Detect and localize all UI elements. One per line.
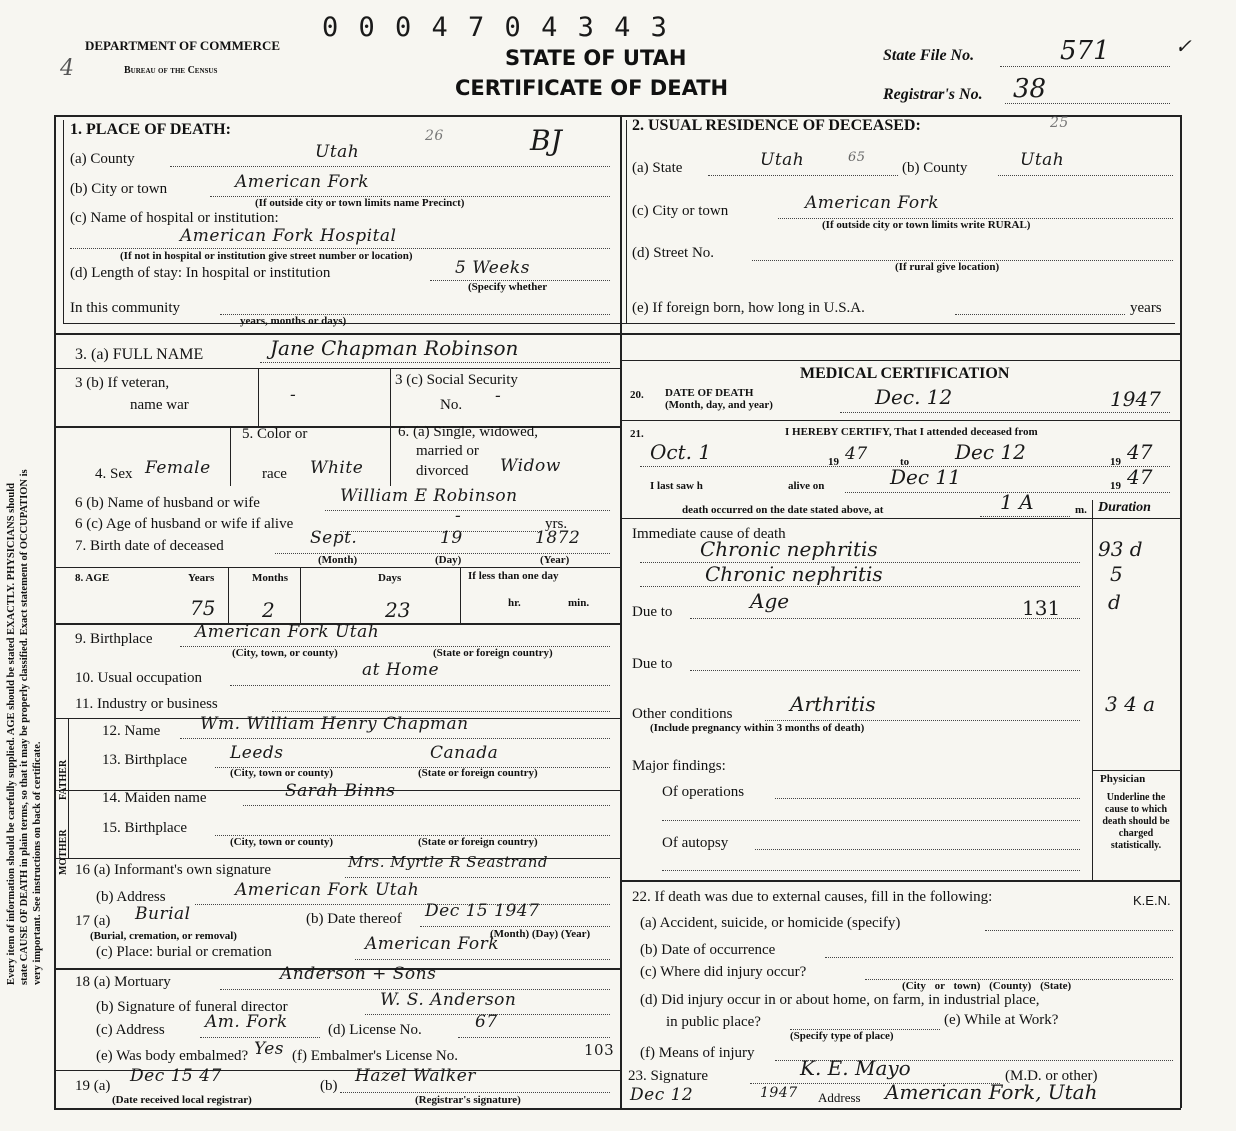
days-label: Days: [378, 572, 402, 584]
duration-1: 93 d: [1098, 537, 1143, 561]
director-label: (b) Signature of funeral director: [96, 999, 288, 1015]
county-value: Utah: [315, 142, 360, 162]
burial-date-value: Dec 15 1947: [425, 901, 540, 921]
side-note-1: Every item of information should be carefully supplied. AGE should be stated EXACTLY. PHYSICIANS should: [6, 483, 17, 985]
birthplace-label: 9. Birthplace: [75, 631, 153, 647]
accident-label: (a) Accident, suicide, or homicide (specify): [640, 915, 901, 931]
community-label: In this community: [70, 300, 180, 316]
father-side-label: FATHER: [58, 759, 69, 800]
occupation-label: 10. Usual occupation: [75, 670, 203, 686]
birthplace-note-2: (State or foreign country): [433, 647, 553, 659]
state-title: STATE OF UTAH: [505, 46, 687, 70]
ops-label: Of operations: [662, 784, 745, 800]
cert-address-value: American Fork, Utah: [885, 1080, 1098, 1104]
age-months: 2: [262, 598, 275, 622]
public-label: in public place?: [666, 1014, 761, 1030]
marital-label-3: divorced: [416, 463, 469, 479]
hospital-label: (c) Name of hospital or institution:: [70, 210, 279, 226]
mother-side-label: MOTHER: [58, 829, 69, 875]
spouse-value: William E Robinson: [340, 486, 518, 506]
embalmer-label: (f) Embalmer's License No.: [292, 1048, 458, 1064]
sex-value: Female: [145, 458, 211, 478]
mortuary-label: 18 (a) Mortuary: [75, 974, 171, 990]
marital-label-1: 6. (a) Single, widowed,: [398, 424, 538, 440]
certify-text: I HEREBY CERTIFY, That I attended deceased from: [785, 426, 1038, 438]
immediate-label: Immediate cause of death: [632, 526, 786, 542]
death-date-value: Dec. 12: [875, 385, 953, 409]
public-note: (Specify type of place): [790, 1030, 894, 1042]
day-note: (Day): [435, 554, 462, 566]
external-title: 22. If death was due to external causes, fill in the following:: [632, 889, 993, 905]
num-21: 21.: [630, 428, 644, 440]
mortuary-address-label: (c) Address: [96, 1022, 165, 1038]
serial-number: 0 0 0 4 7 0 4 3 4 3: [322, 12, 669, 43]
age-label: 8. AGE: [75, 572, 110, 584]
community-note: years, months or days): [240, 315, 347, 327]
res-street-note: (If rural give location): [895, 261, 1000, 273]
birth-day: 19: [440, 528, 463, 548]
burial-note: (Burial, cremation, or removal): [90, 930, 237, 942]
death-date-note: (Month, day, and year): [665, 399, 773, 411]
birthplace-value: American Fork Utah: [195, 622, 380, 642]
attended-from-value: Oct. 1: [650, 440, 712, 464]
occurred-value: 1 A: [1000, 490, 1034, 514]
res-street-label: (d) Street No.: [632, 245, 715, 261]
ssn-value: -: [495, 386, 502, 406]
birth-year: 1872: [535, 528, 581, 548]
registrar-sig-value: Hazel Walker: [355, 1066, 476, 1086]
state-file-value: 571: [1060, 36, 1110, 66]
certificate-title: CERTIFICATE OF DEATH: [455, 76, 729, 100]
res-county-value: Utah: [1020, 150, 1065, 170]
spouse-age-value: -: [455, 506, 462, 526]
full-name-label: 3. (a) FULL NAME: [75, 346, 204, 363]
from-year-prefix: 19: [828, 456, 839, 468]
spouse-age-unit: yrs.: [545, 516, 568, 532]
city-value: American Fork: [235, 172, 370, 192]
autopsy-label: Of autopsy: [662, 835, 729, 851]
other-label: Other conditions: [632, 706, 733, 722]
ssn-sub: No.: [440, 397, 463, 413]
means-label: (f) Means of injury: [640, 1045, 755, 1061]
hr-label: hr.: [508, 597, 521, 609]
burial-place-value: American Fork: [365, 934, 500, 954]
sex-label: 4. Sex: [95, 466, 133, 482]
res-city-note: (If outside city or town limits write RURAL): [822, 219, 1031, 231]
father-note-city: (City, town or county): [230, 767, 334, 779]
veteran-value: -: [290, 385, 297, 405]
duration-2: 5: [1110, 562, 1123, 586]
major-label: Major findings:: [632, 758, 726, 774]
less-label: If less than one day: [468, 570, 559, 582]
father-birth-label: 13. Birthplace: [102, 752, 187, 768]
father-note-state: (State or foreign country): [418, 767, 538, 779]
informant-sig-value: Mrs. Myrtle R Seastrand: [348, 853, 548, 871]
side-note-2: state CAUSE OF DEATH in plain terms, so that it may be properly classified. Exact statement of OCCUPATION is: [19, 469, 30, 985]
physician-title: Physician: [1100, 773, 1146, 785]
age-years: 75: [190, 596, 216, 620]
other-note: (Include pregnancy within 3 months of death): [650, 722, 865, 734]
registrar-label: Registrar's No.: [883, 86, 983, 103]
full-name-value: Jane Chapman Robinson: [270, 336, 519, 360]
received-note: (Date received local registrar): [112, 1094, 252, 1106]
due-to-label: Due to: [632, 604, 673, 620]
marital-value: Widow: [500, 456, 561, 476]
received-num: 19 (a): [75, 1078, 111, 1094]
veteran-label: 3 (b) If veteran,: [75, 375, 170, 391]
res-state-value: Utah: [760, 150, 805, 170]
cause-2: Chronic nephritis: [705, 562, 883, 586]
due-to-value: Age: [750, 589, 790, 613]
where-note: (City or town) (County) (State): [902, 980, 1072, 992]
res-foreign-suffix: years: [1130, 300, 1162, 316]
death-date-num: 20.: [630, 389, 644, 401]
cert-date-value: Dec 12: [630, 1085, 694, 1105]
father-country-value: Canada: [430, 743, 499, 763]
last-saw-mid: alive on: [788, 480, 825, 492]
residence-title: 2. USUAL RESIDENCE OF DECEASED:: [632, 117, 921, 134]
signature-label: 23. Signature: [628, 1068, 708, 1084]
industry-label: 11. Industry or business: [75, 696, 218, 712]
duration-label: Duration: [1098, 500, 1151, 515]
occurred-label: death occurred on the date stated above, at: [682, 504, 884, 516]
work-label: (e) While at Work?: [944, 1012, 1059, 1028]
occurrence-label: (b) Date of occurrence: [640, 942, 776, 958]
father-name-value: Wm. William Henry Chapman: [200, 714, 469, 734]
month-note: (Month): [318, 554, 358, 566]
last-saw-value: Dec 11: [890, 465, 961, 489]
race-value: White: [310, 458, 364, 478]
burial-place-label: (c) Place: burial or cremation: [96, 944, 272, 960]
to-year: 47: [1127, 440, 1153, 464]
race-label: race: [262, 466, 287, 482]
embalmed-label: (e) Was body embalmed?: [96, 1048, 249, 1064]
year-note: (Year): [540, 554, 570, 566]
physician-note: Underline the cause to which death should be charged statistically.: [1102, 792, 1170, 851]
embalmer-value: 103: [584, 1041, 615, 1059]
mother-note-state: (State or foreign country): [418, 836, 538, 848]
res-foreign-label: (e) If foreign born, how long in U.S.A.: [632, 300, 865, 316]
death-date-label: DATE OF DEATH: [665, 387, 754, 399]
m-label: m.: [1075, 504, 1087, 516]
ssn-label: 3 (c) Social Security: [395, 372, 518, 388]
city-label: (b) City or town: [70, 181, 168, 197]
res-city-label: (c) City or town: [632, 203, 729, 219]
mother-maiden-label: 14. Maiden name: [102, 790, 207, 806]
birthdate-label: 7. Birth date of deceased: [75, 538, 224, 554]
burial-date-note: (Month) (Day) (Year): [490, 928, 591, 940]
last-year: 47: [1127, 465, 1153, 489]
margin-mark: 4: [60, 56, 74, 81]
mother-note-city: (City, town or county): [230, 836, 334, 848]
months-label: Months: [252, 572, 289, 584]
signature-value: K. E. Mayo: [800, 1056, 911, 1080]
mother-birth-label: 15. Birthplace: [102, 820, 187, 836]
hospital-note: (If not in hospital or institution give street number or location): [120, 250, 413, 262]
age-days: 23: [385, 598, 411, 622]
department-label: DEPARTMENT OF COMMERCE: [85, 38, 281, 53]
md-label: (M.D. or other): [1005, 1068, 1098, 1084]
other-value: Arthritis: [790, 692, 876, 716]
registrar-sig-label: (b): [320, 1078, 338, 1094]
veteran-sub: name war: [130, 397, 189, 413]
informant-address-label: (b) Address: [96, 889, 166, 905]
burial-date-label: (b) Date thereof: [306, 911, 402, 927]
min-label: min.: [568, 597, 590, 609]
cert-year-value: 1947: [760, 1085, 798, 1101]
to-label: to: [900, 456, 910, 468]
other-duration: 3 4 a: [1105, 692, 1156, 716]
external-initials: K.E.N.: [1133, 893, 1171, 908]
mother-maiden-value: Sarah Binns: [285, 781, 396, 801]
birth-month: Sept.: [310, 528, 358, 548]
check-mark: ✓: [1175, 34, 1192, 58]
bureau-label: Bureau of the Census: [124, 65, 218, 76]
birthplace-note-1: (City, town, or county): [232, 647, 338, 659]
res-state-code: 65: [848, 150, 866, 165]
res-state-label: (a) State: [632, 160, 683, 176]
years-label: Years: [188, 572, 215, 584]
due-code: 131: [1022, 596, 1061, 620]
due-to-label-2: Due to: [632, 656, 673, 672]
where-label: (c) Where did injury occur?: [640, 964, 807, 980]
mortuary-address-value: Am. Fork: [205, 1012, 288, 1032]
county-code: 26: [425, 128, 444, 144]
burial-num: 17 (a): [75, 913, 111, 929]
specify-note: (Specify whether: [468, 281, 548, 293]
marital-label-2: married or: [416, 443, 479, 459]
from-year: 47: [845, 444, 868, 464]
spouse-label: 6 (b) Name of husband or wife: [75, 495, 260, 511]
father-name-label: 12. Name: [102, 723, 161, 739]
death-date-year: 1947: [1110, 387, 1161, 411]
last-saw-label: I last saw h: [650, 480, 703, 492]
residence-code: 25: [1050, 115, 1069, 131]
cause-1: Chronic nephritis: [700, 537, 878, 561]
last-year-prefix: 19: [1110, 480, 1121, 492]
informant-sig-label: 16 (a) Informant's own signature: [75, 862, 271, 878]
county-label: (a) County: [70, 151, 135, 167]
to-year-prefix: 19: [1110, 456, 1121, 468]
registrar-value: 38: [1013, 74, 1047, 104]
due-duration: d: [1108, 590, 1121, 614]
director-value: W. S. Anderson: [380, 990, 517, 1010]
color-label: 5. Color or: [242, 426, 308, 442]
embalmed-value: Yes: [254, 1039, 285, 1059]
burial-value: Burial: [135, 904, 191, 924]
side-note-3: very important. See instructions on back of certificate.: [32, 741, 43, 985]
cert-address-label: Address: [818, 1090, 861, 1105]
registrar-sig-note: (Registrar's signature): [415, 1094, 521, 1106]
informant-address-value: American Fork Utah: [235, 880, 420, 900]
stay-label: (d) Length of stay: In hospital or institution: [70, 265, 331, 281]
mortuary-value: Anderson + Sons: [280, 964, 437, 984]
place-initials: BJ: [530, 124, 562, 157]
res-city-value: American Fork: [805, 193, 940, 213]
hospital-value: American Fork Hospital: [180, 226, 397, 246]
place-of-death-title: 1. PLACE OF DEATH:: [70, 121, 231, 138]
father-birth-value: Leeds: [230, 743, 284, 763]
res-county-label: (b) County: [902, 160, 968, 176]
received-value: Dec 15 47: [130, 1066, 222, 1086]
license-value: 67: [475, 1012, 498, 1032]
spouse-age-label: 6 (c) Age of husband or wife if alive: [75, 516, 294, 532]
state-file-label: State File No.: [883, 47, 975, 64]
stay-value: 5 Weeks: [455, 258, 530, 278]
medical-title: MEDICAL CERTIFICATION: [800, 365, 1010, 382]
license-label: (d) License No.: [328, 1022, 422, 1038]
city-note: (If outside city or town limits name Precinct): [255, 197, 465, 209]
attended-to-value: Dec 12: [955, 440, 1026, 464]
occupation-value: at Home: [362, 660, 440, 680]
home-label: (d) Did injury occur in or about home, on farm, in industrial place,: [640, 992, 1040, 1008]
